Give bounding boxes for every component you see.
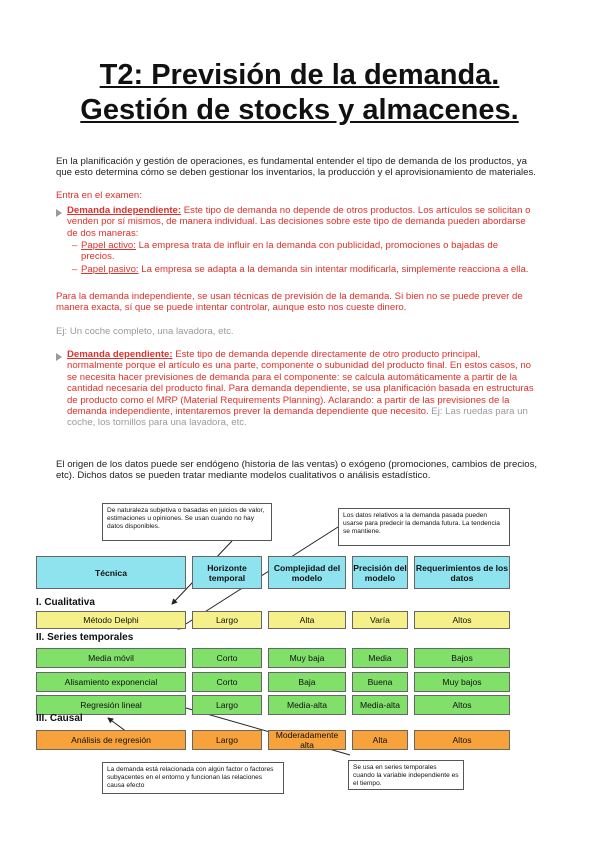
row-linear-regression-horizon: Largo (192, 695, 262, 715)
intro-paragraph: En la planificación y gestión de operaciones, es fundamental entender el tipo de demanda de los productos, ya que esto determina cómo se deben gestionar los inventarios, la producción y el aprovisionamiento de materiales. (56, 156, 536, 179)
sub-item-active: – Papel activo: La empresa trata de influir en la demanda con publicidad, promociones o bajadas de precios. (72, 240, 499, 263)
active-role-text: La empresa trata de influir en la demanda con publicidad, promociones o bajadas de precios. (81, 240, 499, 263)
row-moving-average-horizon: Corto (192, 648, 262, 668)
row-regression-analysis-precision: Alta (352, 730, 408, 750)
dependent-demand-term: Demanda dependiente: (67, 349, 173, 360)
header-requirements: Requerimientos de los datos (414, 556, 510, 589)
data-origin-paragraph: El origen de los datos puede ser endógeno (historia de las ventas) o exógeno (promociones, cambios de precios, etc). Dichos datos se pueden tratar mediante modelos cualitativos o análisis estadístico. (56, 459, 538, 482)
title-line-2: Gestión de stocks y almacenes. (80, 94, 519, 126)
title-line-1: T2: Previsión de la demanda. (99, 59, 500, 91)
header-horizon: Horizonte temporal (192, 556, 262, 589)
row-moving-average-precision: Media (352, 648, 408, 668)
note-time-series: Los datos relativos a la demanda pasada pueden usarse para predecir la demanda futura. La tendencia se mantiene. (338, 508, 510, 546)
active-role-term: Papel activo: (81, 240, 136, 251)
row-exp-smoothing-technique: Alisamiento exponencial (36, 672, 186, 692)
row-moving-average-complexity: Muy baja (268, 648, 346, 668)
header-precision: Precisión del modelo (352, 556, 408, 589)
passive-role-text: La empresa se adapta a la demanda sin intentar modificarla, simplemente reacciona a ella. (138, 264, 529, 275)
row-exp-smoothing-requirements: Muy bajos (414, 672, 510, 692)
row-regression-analysis-complexity: Moderadamente alta (268, 730, 346, 750)
independent-demand-term: Demanda independiente: (67, 205, 182, 216)
independent-demand-text: Este tipo de demanda no depende de otros productos. Los artículos se solicitan o venden por sí mismos, de manera individual. Las decisiones sobre este tipo de demanda pueden abordarse de dos maneras: (67, 205, 531, 239)
row-exp-smoothing-horizon: Corto (192, 672, 262, 692)
independent-example: Ej: Un coche completo, una lavadora, etc. (56, 326, 234, 337)
note-causal: La demanda está relacionada con algún factor o factores subyacentes en el entorno y funcionan las relaciones causa efecto (102, 762, 284, 794)
row-exp-smoothing-complexity: Baja (268, 672, 346, 692)
row-delphi-horizon: Largo (192, 611, 262, 629)
row-regression-analysis-technique: Análisis de regresión (36, 730, 186, 750)
note-regression: Se usa en series temporales cuando la variable independiente es el tiempo. (348, 760, 464, 790)
row-linear-regression-complexity: Media-alta (268, 695, 346, 715)
section-qualitative: I. Cualitativa (36, 597, 95, 608)
exam-note: Entra en el examen: (56, 190, 142, 201)
independent-closing: Para la demanda independiente, se usan técnicas de previsión de la demanda. Si bien no se puede prever de manera exacta, sí que se puede intentar controlar, aunque esto nos cueste dinero. (56, 291, 523, 314)
section-causal: III. Causal (36, 713, 83, 724)
row-delphi-complexity: Alta (268, 611, 346, 629)
row-moving-average-requirements: Bajos (414, 648, 510, 668)
sub-item-passive: – Papel pasivo: La empresa se adapta a la demanda sin intentar modificarla, simplemente reacciona a ella. (72, 264, 529, 275)
note-qualitative: De naturaleza subjetiva o basadas en juicios de valor, estimaciones u opiniones. Se usan cuando no hay datos disponibles. (102, 503, 272, 541)
row-delphi-precision: Varía (352, 611, 408, 629)
row-delphi-technique: Método Delphi (36, 611, 186, 629)
row-delphi-requirements: Altos (414, 611, 510, 629)
row-regression-analysis-horizon: Largo (192, 730, 262, 750)
row-moving-average-technique: Media móvil (36, 648, 186, 668)
row-exp-smoothing-precision: Buena (352, 672, 408, 692)
dependent-demand-text: Este tipo de demanda depende directamente de otro producto principal, normalmente porque el artículo es una parte, componente o subunidad del producto final. En estos casos, no se necesita hacer previsiones de demanda para el componente: se calcula automáticamente a partir de la cantidad necesaria del producto final. Para demanda dependiente, se usa planificación basada en estructuras de producto como el MRP (Material Requirements Planning). Aclarando: a partir de las previsiones de la demanda independiente, intentaremos prever la demanda dependiente que necesito. (67, 349, 534, 418)
dependent-example: Ej: Las ruedas para un coche, los tornillos para una lavadora, etc. (67, 406, 528, 429)
row-linear-regression-precision: Media-alta (352, 695, 408, 715)
row-linear-regression-requirements: Altos (414, 695, 510, 715)
header-complexity: Complejidad del modelo (268, 556, 346, 589)
section-time-series: II. Series temporales (36, 632, 134, 643)
passive-role-term: Papel pasivo: (81, 264, 139, 275)
row-linear-regression-technique: Regresión lineal (36, 695, 186, 715)
header-technique: Técnica (36, 556, 186, 589)
row-regression-analysis-requirements: Altos (414, 730, 510, 750)
